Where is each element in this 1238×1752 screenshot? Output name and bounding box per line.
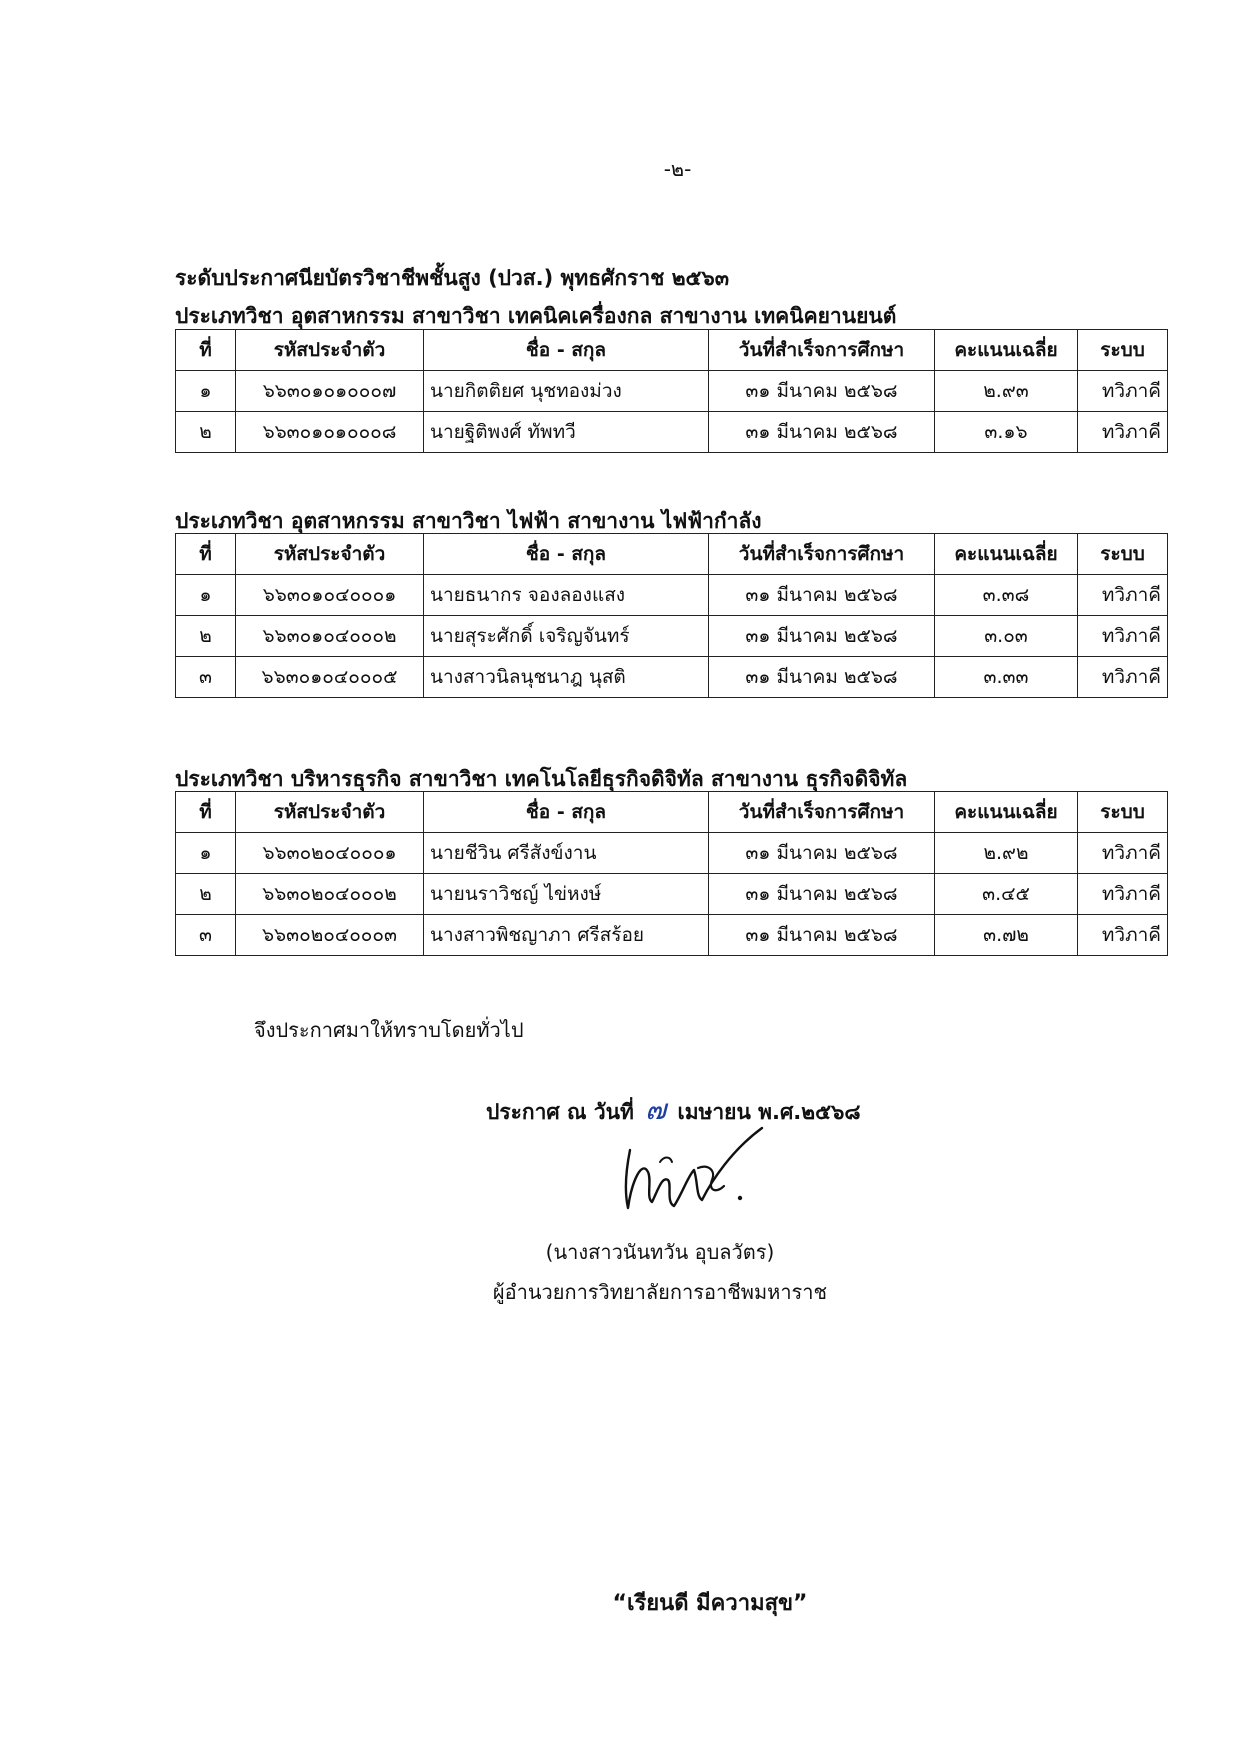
column-header: รหัสประจำตัว — [236, 792, 424, 833]
student-id: ๖๖๓๐๑๐๔๐๐๐๑ — [236, 575, 424, 616]
gpa: ๒.๙๒ — [935, 833, 1078, 874]
student-name: นายสุระศักดิ์ เจริญจันทร์ — [424, 616, 709, 657]
graduation-date: ๓๑ มีนาคม ๒๕๖๘ — [709, 412, 935, 453]
table-row — [176, 874, 1168, 915]
row-number: ๑ — [176, 371, 236, 412]
student-id: ๖๖๓๐๒๐๔๐๐๐๑ — [236, 833, 424, 874]
announce-day: ๗ — [645, 1093, 667, 1126]
row-number: ๑ — [176, 575, 236, 616]
study-system: ทวิภาคี — [1078, 657, 1168, 698]
gpa: ๓.๓๓ — [935, 657, 1078, 698]
graduation-date: ๓๑ มีนาคม ๒๕๖๘ — [709, 657, 935, 698]
student-name: นางสาวนิลนุชนาฎ นุสติ — [424, 657, 709, 698]
study-system: ทวิภาคี — [1078, 371, 1168, 412]
level-heading: ระดับประกาศนียบัตรวิชาชีพชั้นสูง (ปวส.) พุทธศักราช ๒๕๖๓ — [175, 266, 730, 290]
graduation-date: ๓๑ มีนาคม ๒๕๖๘ — [709, 833, 935, 874]
gpa: ๓.๓๘ — [935, 575, 1078, 616]
row-number: ๒ — [176, 412, 236, 453]
graduation-date: ๓๑ มีนาคม ๒๕๖๘ — [709, 915, 935, 956]
graduates-table — [175, 329, 1168, 453]
student-id: ๖๖๓๐๒๐๔๐๐๐๓ — [236, 915, 424, 956]
study-system: ทวิภาคี — [1078, 874, 1168, 915]
student-id: ๖๖๓๐๒๐๔๐๐๐๒ — [236, 874, 424, 915]
table-header-row — [176, 534, 1168, 575]
table-header-row — [176, 792, 1168, 833]
column-header: คะแนนเฉลี่ย — [935, 330, 1078, 371]
column-header: ระบบ — [1078, 330, 1168, 371]
section-heading: ประเภทวิชา บริหารธุรกิจ สาขาวิชา เทคโนโลยีธุรกิจดิจิทัล สาขางาน ธุรกิจดิจิทัล — [175, 767, 908, 791]
table-row — [176, 833, 1168, 874]
section-heading: ประเภทวิชา อุตสาหกรรม สาขาวิชา เทคนิคเครื่องกล สาขางาน เทคนิคยานยนต์ — [175, 304, 897, 328]
page-number: -๒- — [663, 157, 692, 181]
table-row — [176, 915, 1168, 956]
announce-prefix: ประกาศ ณ วันที่ — [486, 1100, 634, 1124]
study-system: ทวิภาคี — [1078, 575, 1168, 616]
column-header: คะแนนเฉลี่ย — [935, 792, 1078, 833]
graduation-date: ๓๑ มีนาคม ๒๕๖๘ — [709, 616, 935, 657]
column-header: ที่ — [176, 534, 236, 575]
student-id: ๖๖๓๐๑๐๑๐๐๐๗ — [236, 371, 424, 412]
gpa: ๓.๑๖ — [935, 412, 1078, 453]
column-header: วันที่สำเร็จการศึกษา — [709, 792, 935, 833]
graduation-date: ๓๑ มีนาคม ๒๕๖๘ — [709, 575, 935, 616]
announce-suffix: เมษายน พ.ศ.๒๕๖๘ — [677, 1100, 861, 1124]
column-header: ชื่อ - สกุล — [424, 792, 709, 833]
gpa: ๓.๐๓ — [935, 616, 1078, 657]
column-header: ที่ — [176, 792, 236, 833]
table-row — [176, 657, 1168, 698]
graduates-table — [175, 791, 1168, 956]
table-row — [176, 616, 1168, 657]
gpa: ๒.๙๓ — [935, 371, 1078, 412]
student-id: ๖๖๓๐๑๐๔๐๐๐๕ — [236, 657, 424, 698]
signature-image — [612, 1110, 772, 1220]
graduates-table — [175, 533, 1168, 698]
study-system: ทวิภาคี — [1078, 833, 1168, 874]
column-header: ระบบ — [1078, 792, 1168, 833]
student-name: นายธนากร จองลองแสง — [424, 575, 709, 616]
column-header: คะแนนเฉลี่ย — [935, 534, 1078, 575]
column-header: ชื่อ - สกุล — [424, 534, 709, 575]
student-id: ๖๖๓๐๑๐๑๐๐๐๘ — [236, 412, 424, 453]
column-header: วันที่สำเร็จการศึกษา — [709, 534, 935, 575]
gpa: ๓.๗๒ — [935, 915, 1078, 956]
column-header: ที่ — [176, 330, 236, 371]
student-name: นายฐิติพงศ์ ทัพทวี — [424, 412, 709, 453]
student-name: นายกิตติยศ นุชทองม่วง — [424, 371, 709, 412]
section-heading: ประเภทวิชา อุตสาหกรรม สาขาวิชา ไฟฟ้า สาขางาน ไฟฟ้ากำลัง — [175, 509, 762, 533]
table-row — [176, 371, 1168, 412]
column-header: ชื่อ - สกุล — [424, 330, 709, 371]
table-header-row — [176, 330, 1168, 371]
study-system: ทวิภาคี — [1078, 915, 1168, 956]
column-header: รหัสประจำตัว — [236, 330, 424, 371]
closing-statement: จึงประกาศมาให้ทราบโดยทั่วไป — [254, 1018, 524, 1042]
row-number: ๑ — [176, 833, 236, 874]
graduation-date: ๓๑ มีนาคม ๒๕๖๘ — [709, 874, 935, 915]
row-number: ๓ — [176, 657, 236, 698]
row-number: ๓ — [176, 915, 236, 956]
graduation-date: ๓๑ มีนาคม ๒๕๖๘ — [709, 371, 935, 412]
column-header: วันที่สำเร็จการศึกษา — [709, 330, 935, 371]
student-name: นางสาวพิชญาภา ศรีสร้อย — [424, 915, 709, 956]
signer-name: (นางสาวนันทวัน อุบลวัตร) — [545, 1240, 775, 1264]
column-header: ระบบ — [1078, 534, 1168, 575]
column-header: รหัสประจำตัว — [236, 534, 424, 575]
gpa: ๓.๔๕ — [935, 874, 1078, 915]
college-motto: “เรียนดี มีความสุข” — [612, 1591, 808, 1616]
study-system: ทวิภาคี — [1078, 616, 1168, 657]
table-row — [176, 412, 1168, 453]
table-row — [176, 575, 1168, 616]
student-name: นายชีวิน ศรีสังข์งาน — [424, 833, 709, 874]
row-number: ๒ — [176, 616, 236, 657]
row-number: ๒ — [176, 874, 236, 915]
signer-position: ผู้อำนวยการวิทยาลัยการอาชีพมหาราช — [492, 1280, 828, 1304]
student-name: นายนราวิชญ์ ไข่หงษ์ — [424, 874, 709, 915]
study-system: ทวิภาคี — [1078, 412, 1168, 453]
student-id: ๖๖๓๐๑๐๔๐๐๐๒ — [236, 616, 424, 657]
